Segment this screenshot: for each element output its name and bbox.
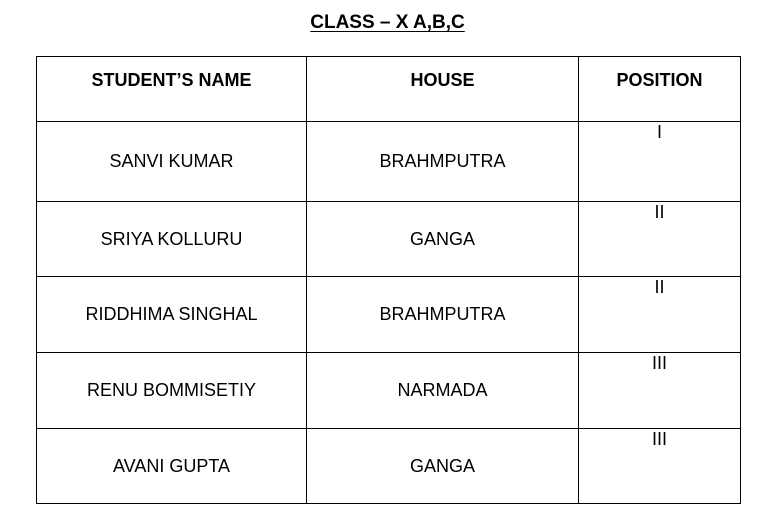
student-name-cell: SANVI KUMAR [37,122,307,202]
header-position: POSITION [579,57,741,122]
student-name-cell: SRIYA KOLLURU [37,202,307,277]
position-cell: II [579,202,741,277]
table-row [37,429,741,504]
house-cell: NARMADA [307,353,579,429]
house-cell: BRAHMPUTRA [307,277,579,353]
house-cell: GANGA [307,202,579,277]
table-row [37,202,741,277]
table-row [37,122,741,202]
position-cell: III [579,429,741,504]
position-cell: III [579,353,741,429]
house-cell: GANGA [307,429,579,504]
header-student-name: STUDENT’S NAME [37,57,307,122]
table-row [37,353,741,429]
student-name-cell: AVANI GUPTA [37,429,307,504]
student-name-cell: RENU BOMMISETIY [37,353,307,429]
position-cell: I [579,122,741,202]
results-table [36,56,741,504]
header-house: HOUSE [307,57,579,122]
table-header-row [37,57,741,122]
page-title: CLASS – X A,B,C [310,12,465,33]
house-cell: BRAHMPUTRA [307,122,579,202]
table-row [37,277,741,353]
position-cell: II [579,277,741,353]
student-name-cell: RIDDHIMA SINGHAL [37,277,307,353]
